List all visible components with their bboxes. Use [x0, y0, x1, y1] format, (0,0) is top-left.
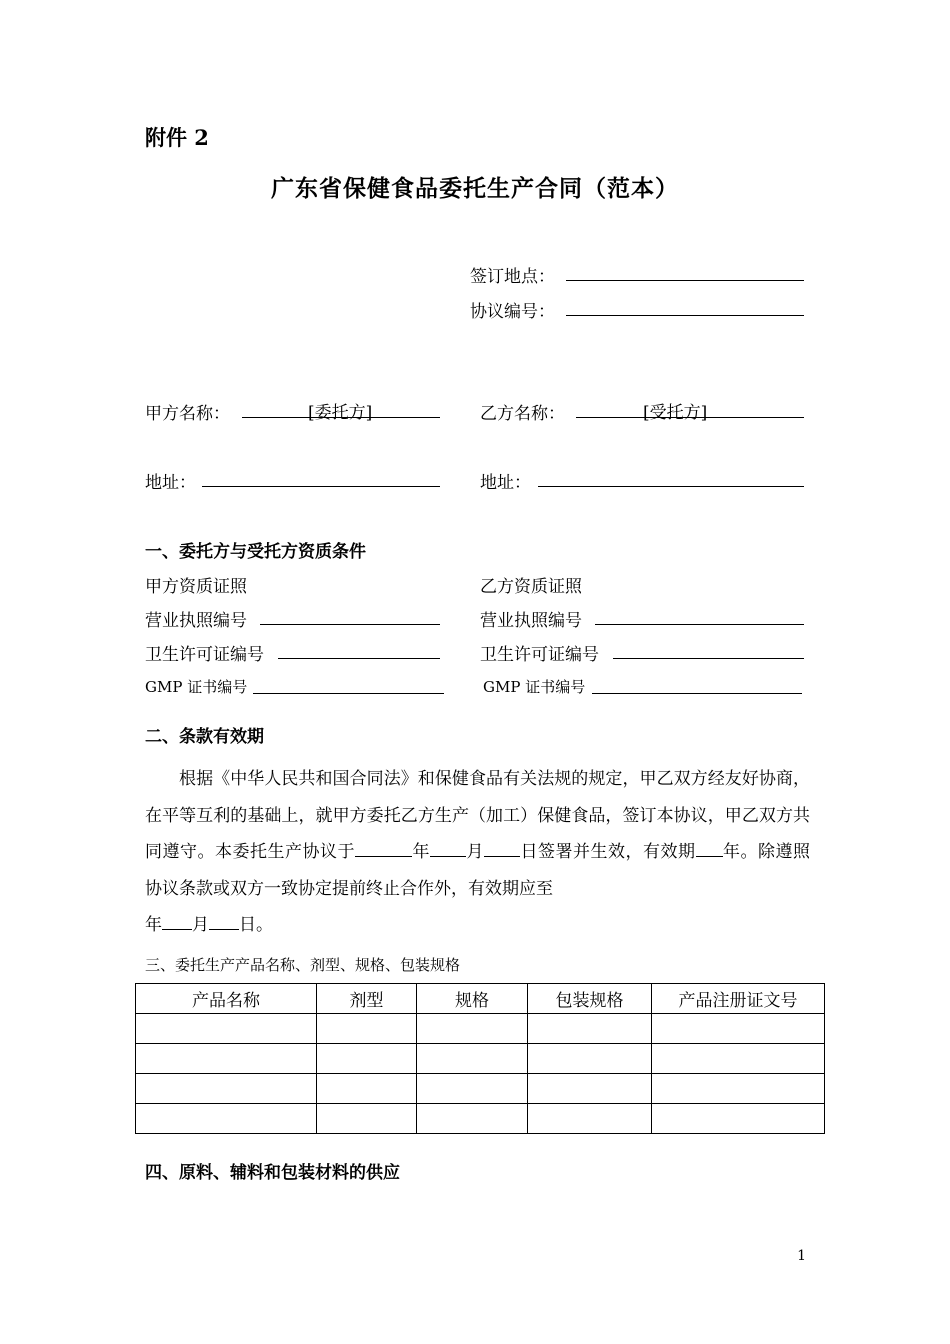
- section-2-heading: 二、条款有效期: [145, 727, 264, 747]
- validity-years-field[interactable]: [696, 838, 723, 857]
- sign-year-label: 年: [412, 842, 430, 862]
- table-cell[interactable]: [136, 1074, 317, 1104]
- table-header-row: [136, 984, 825, 1014]
- party-a-gmp-label: GMP 证书编号: [145, 678, 248, 696]
- table-cell[interactable]: [652, 1044, 825, 1074]
- party-b-license-field[interactable]: [595, 624, 804, 625]
- party-b-address-label: 地址：: [480, 473, 531, 493]
- agreement-number-label: 协议编号：: [470, 302, 555, 322]
- validity-paragraph: [145, 761, 810, 944]
- party-a-name-label: 甲方名称：: [145, 404, 230, 424]
- column-header: 产品名称: [136, 984, 317, 1014]
- end-month-label: 月: [192, 915, 209, 935]
- end-day-label: 日。: [239, 915, 273, 935]
- party-b-address-field[interactable]: [538, 486, 804, 487]
- party-a-health-permit-label: 卫生许可证编号: [145, 645, 264, 665]
- product-table: [135, 983, 825, 1134]
- signing-place-field[interactable]: [566, 280, 804, 281]
- end-day-field[interactable]: [209, 911, 239, 930]
- agreement-number-field[interactable]: [566, 315, 804, 316]
- table-cell[interactable]: [317, 1074, 417, 1104]
- party-b-license-label: 营业执照编号: [480, 611, 582, 631]
- table-cell[interactable]: [417, 1104, 528, 1134]
- table-cell[interactable]: [417, 1014, 528, 1044]
- party-b-gmp-label: GMP 证书编号: [483, 678, 586, 696]
- table-cell[interactable]: [417, 1074, 528, 1104]
- section-4-heading: 四、原料、辅料和包装材料的供应: [145, 1163, 400, 1183]
- table-cell[interactable]: [317, 1044, 417, 1074]
- table-cell[interactable]: [528, 1044, 652, 1074]
- party-a-license-label: 营业执照编号: [145, 611, 247, 631]
- party-b-health-permit-field[interactable]: [613, 658, 804, 659]
- sign-month-field[interactable]: [430, 838, 466, 857]
- column-header: 包装规格: [528, 984, 652, 1014]
- sign-day-field[interactable]: [484, 838, 520, 857]
- validity-text-3: 年。除遵照协议条款或双方一致协定提前终止合作外，有效期应至: [145, 842, 810, 899]
- column-header: 规格: [417, 984, 528, 1014]
- table-cell[interactable]: [652, 1104, 825, 1134]
- party-a-name-value: [委托方]: [308, 403, 373, 423]
- document-title: 广东省保健食品委托生产合同（范本）: [271, 175, 679, 202]
- table-cell[interactable]: [528, 1014, 652, 1044]
- page-number: 1: [797, 1248, 806, 1264]
- table-cell[interactable]: [652, 1074, 825, 1104]
- table-cell[interactable]: [136, 1014, 317, 1044]
- party-a-license-field[interactable]: [260, 624, 440, 625]
- column-header: 剂型: [317, 984, 417, 1014]
- party-b-gmp-field[interactable]: [592, 693, 802, 694]
- table-cell[interactable]: [528, 1104, 652, 1134]
- table-cell[interactable]: [317, 1104, 417, 1134]
- column-header: 产品注册证文号: [652, 984, 825, 1014]
- table-cell[interactable]: [652, 1014, 825, 1044]
- section-3-heading: 三、委托生产产品名称、剂型、规格、包装规格: [145, 956, 461, 974]
- party-b-health-permit-label: 卫生许可证编号: [480, 645, 599, 665]
- party-a-credentials-title: 甲方资质证照: [145, 577, 247, 597]
- party-b-name-value: [受托方]: [643, 403, 708, 423]
- validity-text-1: 根据《中华人民共和国合同法》和保健食品有关法规的规定，甲乙双方经友好协商，在平等互利的基础上，就甲方委托乙方生产（加工）保健食品，签订本协议，甲乙双方共同遵守。本委托生产协议于: [145, 769, 810, 862]
- table-cell[interactable]: [136, 1044, 317, 1074]
- table-cell[interactable]: [528, 1074, 652, 1104]
- table-row: [136, 1074, 825, 1104]
- party-a-health-permit-field[interactable]: [278, 658, 440, 659]
- validity-text-2: 日签署并生效，有效期: [520, 842, 696, 862]
- table-row: [136, 1014, 825, 1044]
- end-month-field[interactable]: [162, 911, 192, 930]
- table-cell[interactable]: [136, 1104, 317, 1134]
- party-b-credentials-title: 乙方资质证照: [480, 577, 582, 597]
- party-a-address-label: 地址：: [145, 473, 196, 493]
- table-row: [136, 1104, 825, 1134]
- table-row: [136, 1044, 825, 1074]
- end-year-label: 年: [145, 915, 162, 935]
- sign-month-label: 月: [466, 842, 484, 862]
- signing-place-label: 签订地点：: [470, 267, 555, 287]
- annex-label: 附件 2: [145, 125, 209, 150]
- party-b-name-label: 乙方名称：: [480, 404, 565, 424]
- sign-year-field[interactable]: [355, 838, 412, 857]
- party-a-gmp-field[interactable]: [253, 693, 444, 694]
- party-a-address-field[interactable]: [202, 486, 440, 487]
- table-cell[interactable]: [317, 1014, 417, 1044]
- section-1-heading: 一、委托方与受托方资质条件: [145, 542, 366, 562]
- table-cell[interactable]: [417, 1044, 528, 1074]
